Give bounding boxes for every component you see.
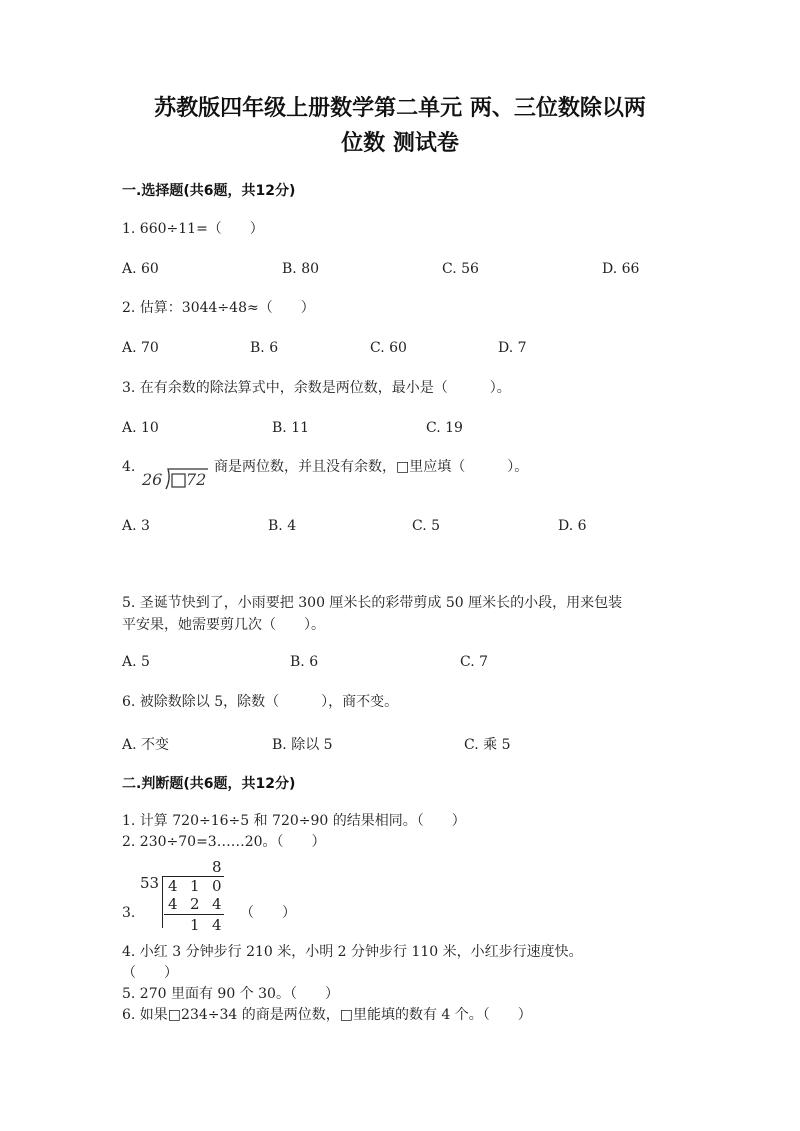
question-1-option-b[interactable]: B. 80 bbox=[282, 261, 320, 277]
judgment-4: 4. 小红 3 分钟步行 210 米，小明 2 分钟步行 110 米，小红步行速度快。 bbox=[122, 944, 583, 960]
long-division-figure bbox=[140, 467, 210, 491]
question-3-option-a[interactable]: A. 10 bbox=[122, 420, 159, 436]
question-6-option-a[interactable]: A. 不变 bbox=[122, 737, 170, 753]
question-4-stem: 商是两位数，并且没有余数，□里应填（ ）。 bbox=[214, 459, 529, 475]
question-1-option-d[interactable]: D. 66 bbox=[602, 261, 640, 277]
vd-r3-c1: 1 bbox=[190, 916, 200, 934]
question-4-option-b[interactable]: B. 4 bbox=[268, 518, 297, 534]
question-2-option-d[interactable]: D. 7 bbox=[498, 340, 527, 356]
question-6-option-c[interactable]: C. 乘 5 bbox=[464, 737, 511, 753]
question-6-option-b[interactable]: B. 除以 5 bbox=[272, 737, 333, 753]
question-5-option-a[interactable]: A. 5 bbox=[122, 654, 150, 670]
question-1-option-a[interactable]: A. 60 bbox=[122, 261, 159, 277]
long-division-dividend: 72 bbox=[186, 470, 207, 489]
question-2-option-a[interactable]: A. 70 bbox=[122, 340, 159, 356]
vd-r2-c1: 4 bbox=[168, 895, 178, 913]
section2-heading: 二.判断题(共6题，共12分) bbox=[122, 776, 296, 792]
vd-r1-c1: 4 bbox=[168, 877, 178, 895]
vd-bracket bbox=[162, 876, 163, 928]
question-3-option-c[interactable]: C. 19 bbox=[426, 420, 463, 436]
vd-r2-c3: 4 bbox=[212, 895, 222, 913]
question-5-option-b[interactable]: B. 6 bbox=[290, 654, 319, 670]
question-5-stem-line2: 平安果，她需要剪几次（ ）。 bbox=[122, 617, 325, 633]
question-4-number: 4. bbox=[122, 459, 136, 475]
vd-quotient: 8 bbox=[212, 858, 222, 876]
vd-r1-c2: 1 bbox=[190, 877, 200, 895]
judgment-3-number: 3. bbox=[122, 905, 136, 921]
question-3-stem: 3. 在有余数的除法算式中，余数是两位数，最小是（ ）。 bbox=[122, 380, 511, 396]
question-1-stem: 1. 660÷11=（ ） bbox=[122, 221, 264, 237]
question-2-stem: 2. 估算：3044÷48≈（ ） bbox=[122, 300, 315, 316]
vd-sub-rule bbox=[164, 914, 224, 915]
question-2-option-b[interactable]: B. 6 bbox=[250, 340, 279, 356]
vertical-division-figure bbox=[140, 858, 240, 938]
vd-r2-c2: 2 bbox=[190, 895, 200, 913]
question-6-stem: 6. 被除数除以 5，除数（ ），商不变。 bbox=[122, 694, 399, 710]
judgment-2: 2. 230÷70=3……20。（ ） bbox=[122, 834, 326, 850]
question-1-option-c[interactable]: C. 56 bbox=[442, 261, 479, 277]
judgment-6: 6. 如果□234÷34 的商是两位数，□里能填的数有 4 个。（ ） bbox=[122, 1007, 532, 1023]
question-5-stem-line1: 5. 圣诞节快到了，小雨要把 300 厘米长的彩带剪成 50 厘米长的小段，用来包装 bbox=[122, 595, 623, 611]
vd-r3-c2: 4 bbox=[212, 916, 222, 934]
question-4-option-c[interactable]: C. 5 bbox=[412, 518, 441, 534]
judgment-5: 5. 270 里面有 90 个 30。（ ） bbox=[122, 986, 339, 1002]
vd-divisor: 53 bbox=[140, 874, 160, 892]
page-title-line2: 位数 测试卷 bbox=[341, 131, 459, 156]
question-4-option-a[interactable]: A. 3 bbox=[122, 518, 150, 534]
judgment-4-blank: （ ） bbox=[122, 965, 178, 981]
question-5-option-c[interactable]: C. 7 bbox=[460, 654, 489, 670]
question-3-option-b[interactable]: B. 11 bbox=[272, 420, 310, 436]
long-division-divisor: 26 bbox=[142, 470, 163, 489]
vd-r1-c3: 0 bbox=[212, 877, 222, 895]
page-title-line1: 苏教版四年级上册数学第二单元 两、三位数除以两 bbox=[154, 96, 646, 121]
section1-heading: 一.选择题(共6题，共12分) bbox=[122, 183, 296, 199]
judgment-1: 1. 计算 720÷16÷5 和 720÷90 的结果相同。（ ） bbox=[122, 813, 466, 829]
question-4-option-d[interactable]: D. 6 bbox=[558, 518, 587, 534]
question-2-option-c[interactable]: C. 60 bbox=[370, 340, 407, 356]
judgment-3-blank: （ ） bbox=[240, 905, 296, 921]
